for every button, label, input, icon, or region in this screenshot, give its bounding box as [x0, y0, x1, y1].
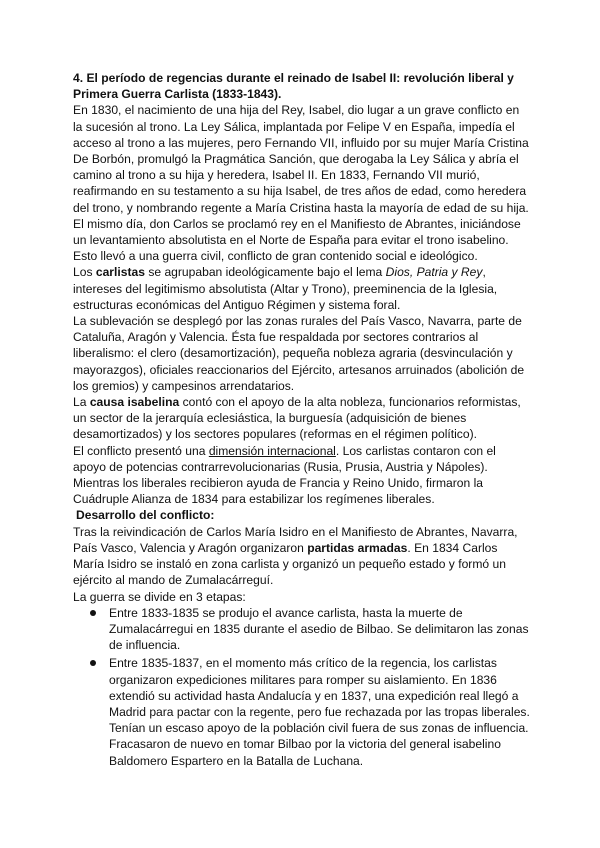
paragraph-succession: En 1830, el nacimiento de una hija del Rey, Isabel, dio lugar a un grave conflicto en la sucesión al trono. La Ley Sálica, implantada por Felipe V en España, impedía el acceso al trono a las mujeres, pero Fernando VII, influido por su mujer María Cristina De Borbón, promulgó la Pragmática Sanción, que derogaba la Ley Sálica y abría el camino al trono a su hija y heredera, Isabel II. En 1833, Fernando VII murió, reafirmando en su testamento a su hija Isabel, de tres años de edad, como heredera del trono, y nombrando regente a María Cristina hasta la mayoría de edad de su hija. El mismo día, don Carlos se proclamó rey en el Manifiesto de Abrantes, iniciándose un levantamiento absolutista en el Norte de España para evitar el trono isabelino. Esto llevó a una guerra civil, conflicto de gran contenido social e ideológico.	[73, 103, 529, 264]
underlined-term-dimension: dimensión internacional	[208, 443, 336, 458]
text-run: El conflicto presentó una	[73, 443, 209, 458]
text-run: contó con el apoyo de la alta nobleza, funcionarios reformistas, un sector de la jerarquía eclesiástica, la burguesía (adquisición de bienes desamortizados) y los sectores populares (reformas en el régimen político).	[73, 395, 521, 442]
subsection-title: Desarrollo del conflicto:	[76, 508, 215, 523]
bold-term-causa-isabelina: causa isabelina	[89, 395, 180, 410]
list-item-text: Entre 1835-1837, en el momento más crítico de la regencia, los carlistas organizaron expediciones militares para romper su aislamiento. En 1836 extendió su actividad hasta Andalucía y en 1837, una expedición real llegó a Madrid para pactar con la regente, pero fue rechazada por las tropas liberales. Tenían un escaso apoyo de la población civil fuera de sus zonas de influencia. Fracasaron de nuevo en tomar Bilbao por la victoria del general isabelino Baldomero Espartero en la Batalla de Luchana.	[109, 656, 530, 768]
text-run: Tras la reivindicación de Carlos María Isidro en el Manifiesto de Abrantes, Navarra, País Vasco, Valencia y Aragón organizaron	[73, 524, 518, 555]
text-run: Los	[73, 265, 96, 280]
paragraph-isabelina	[73, 394, 530, 443]
text-run: La	[73, 395, 90, 410]
italic-motto: Dios, Patria y Rey	[385, 265, 483, 280]
paragraph-desarrollo	[73, 524, 530, 589]
paragraph-carlistas	[73, 264, 530, 313]
text-run: se agrupaban ideológicamente bajo el lema	[144, 265, 386, 280]
text-run: . En 1834 Carlos María Isidro se instaló en zona carlista y organizó un pequeño estado y formó un ejército al mando de Zumalacárreguí.	[73, 540, 506, 588]
list-item	[73, 655, 530, 768]
list-item-text: Entre 1833-1835 se produjo el avance carlista, hasta la muerte de Zumalacárregui en 1835 durante el asedio de Bilbao. Se delimitaron las zonas de influencia.	[109, 605, 529, 653]
etapas-list	[73, 605, 530, 769]
paragraph-internacional	[73, 443, 530, 508]
bullet-icon	[90, 660, 96, 666]
bold-term-carlistas: carlistas	[95, 265, 145, 280]
list-item	[73, 605, 530, 654]
bullet-icon	[90, 610, 96, 616]
section-title: 4. El período de regencias durante el reinado de Isabel II: revolución liberal y Primera Guerra Carlista (1833-1843).	[73, 71, 514, 102]
paragraph-etapas: La guerra se divide en 3 etapas:	[73, 589, 246, 604]
text-run: . Los carlistas contaron con el apoyo de potencias contrarrevolucionarias (Rusia, Prusia, Austria y Nápoles). Mientras los liberales recibieron ayuda de Francia y Reino Unido, firmaron la Cuádruple Alianza de 1834 para estabilizar los regímenes liberales.	[73, 443, 496, 507]
paragraph-sublevacion: La sublevación se desplegó por las zonas rurales del País Vasco, Navarra, parte de Cataluña, Aragón y Valencia. Ésta fue respaldada por sectores contrarios al liberalismo: el clero (desamortización), pequeña nobleza agraria (desvinculación y mayorazgos), oficiales reaccionarios del Ejército, artesanos arruinados (abolición de los gremios) y campesinos arrendatarios.	[73, 314, 525, 393]
text-run: , intereses del legitimismo absolutista (Altar y Trono), preeminencia de la Iglesia, estructuras económicas del Antiguo Régimen y sistema foral.	[73, 265, 498, 312]
bold-term-partidas: partidas armadas	[307, 540, 408, 555]
